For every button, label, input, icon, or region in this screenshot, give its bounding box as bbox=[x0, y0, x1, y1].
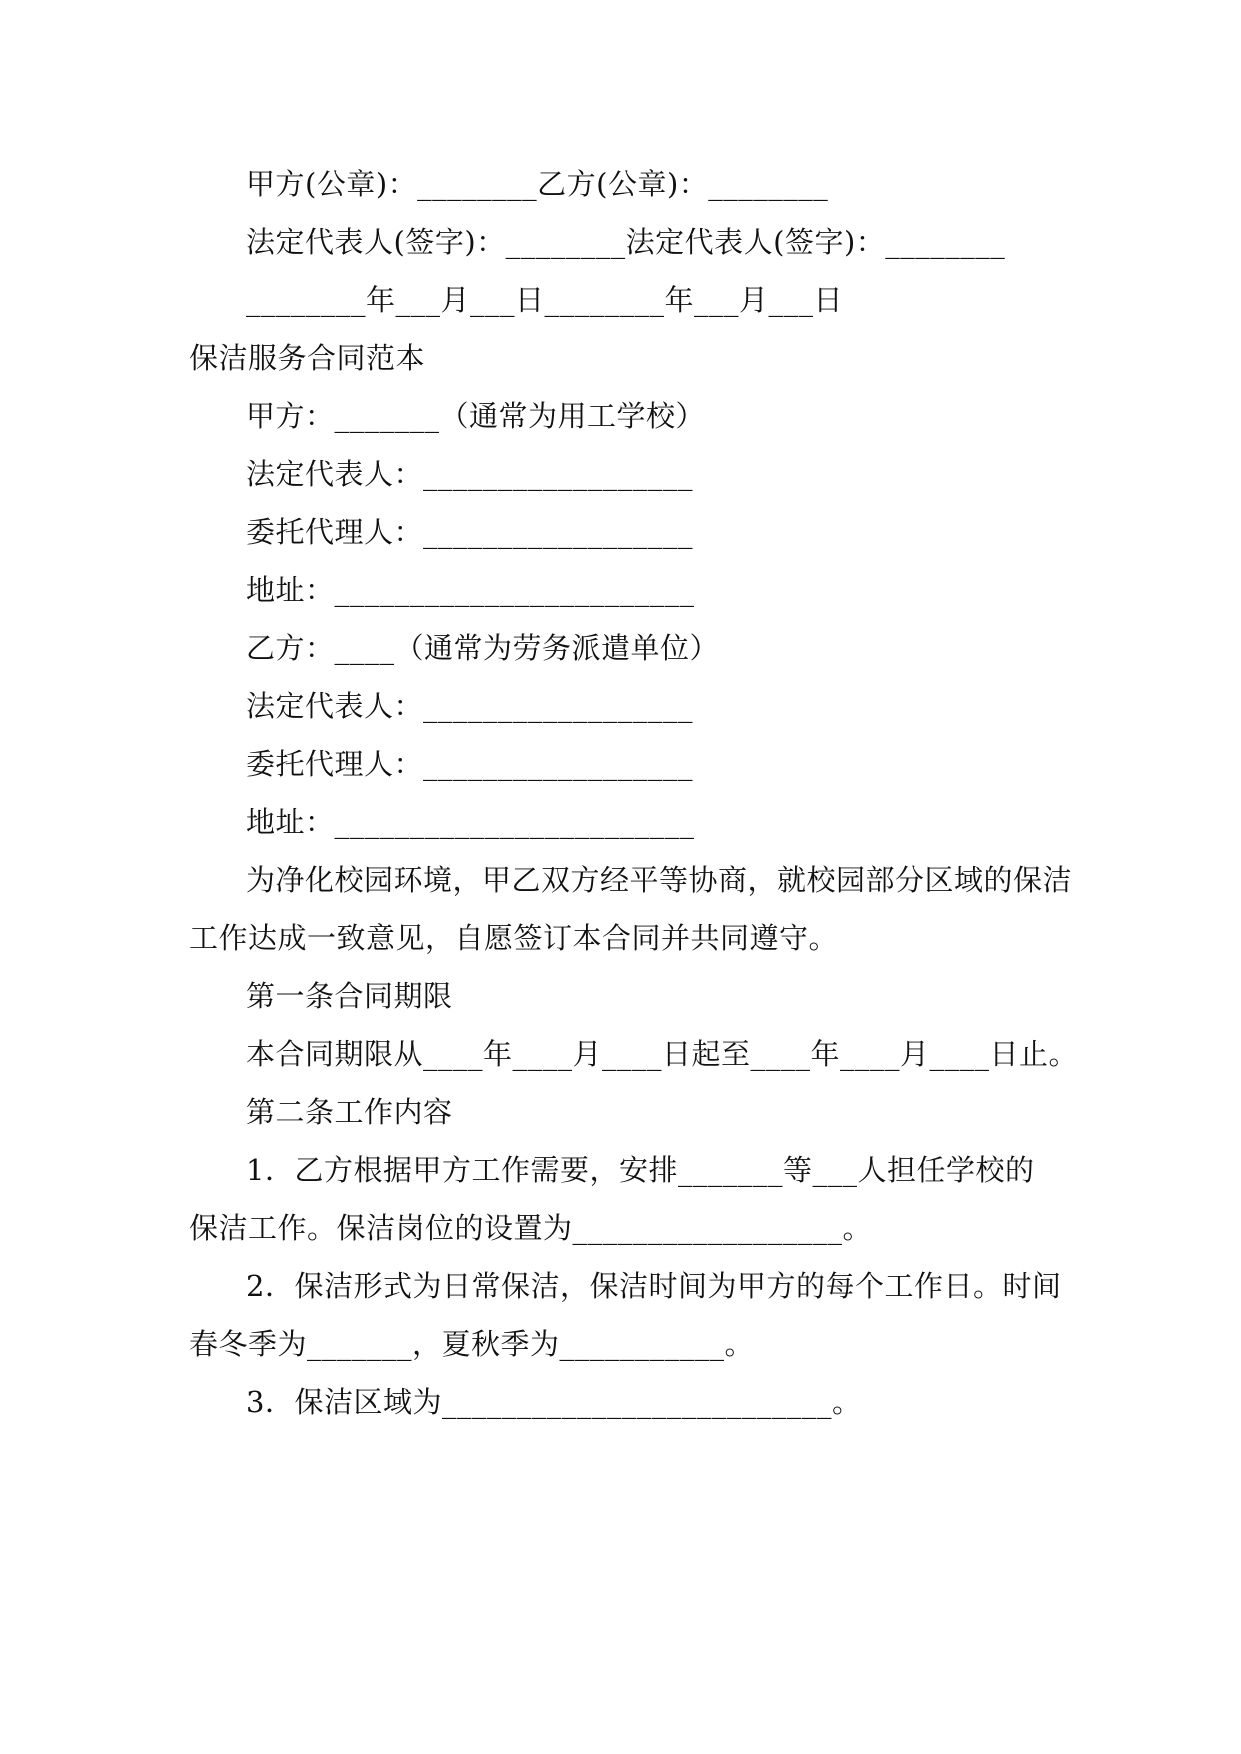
clause-1-line-1: 1．乙方根据甲方工作需要，安排_______等___人担任学校的 bbox=[246, 1153, 1035, 1187]
party-a-line: 甲方：_______（通常为用工学校） bbox=[246, 399, 706, 433]
party-b-agent-line: 委托代理人：__________________ bbox=[246, 747, 694, 781]
preamble-paragraph-line-1: 为净化校园环境，甲乙双方经平等协商，就校园部分区域的保洁 bbox=[246, 863, 1073, 897]
document-title: 保洁服务合同范本 bbox=[189, 341, 426, 375]
article-1-term-line: 本合同期限从____年____月____日起至____年____月____日止。 bbox=[246, 1037, 1079, 1071]
clause-2-line-1: 2．保洁形式为日常保洁，保洁时间为甲方的每个工作日。时间 bbox=[246, 1269, 1062, 1303]
article-1-heading: 第一条合同期限 bbox=[246, 979, 453, 1013]
party-a-agent-line: 委托代理人：__________________ bbox=[246, 515, 694, 549]
party-a-address-line: 地址：________________________ bbox=[246, 573, 695, 607]
signature-line-party-seal: 甲方(公章)：________乙方(公章)：________ bbox=[246, 167, 829, 201]
clause-1-line-2: 保洁工作。保洁岗位的设置为__________________。 bbox=[189, 1211, 873, 1245]
preamble-paragraph-line-2: 工作达成一致意见，自愿签订本合同并共同遵守。 bbox=[189, 921, 839, 955]
party-b-address-line: 地址：________________________ bbox=[246, 805, 695, 839]
party-a-representative-line: 法定代表人：__________________ bbox=[246, 457, 694, 491]
article-2-heading: 第二条工作内容 bbox=[246, 1095, 453, 1129]
party-b-line: 乙方：____（通常为劳务派遣单位） bbox=[246, 631, 720, 665]
clause-3-line: 3．保洁区域为__________________________。 bbox=[246, 1385, 862, 1419]
signature-line-representative: 法定代表人(签字)：________法定代表人(签字)：________ bbox=[246, 225, 1006, 259]
clause-2-line-2: 春冬季为_______，夏秋季为___________。 bbox=[189, 1327, 755, 1361]
party-b-representative-line: 法定代表人：__________________ bbox=[246, 689, 694, 723]
signature-date-line: ________年___月___日________年___月___日 bbox=[246, 283, 844, 317]
